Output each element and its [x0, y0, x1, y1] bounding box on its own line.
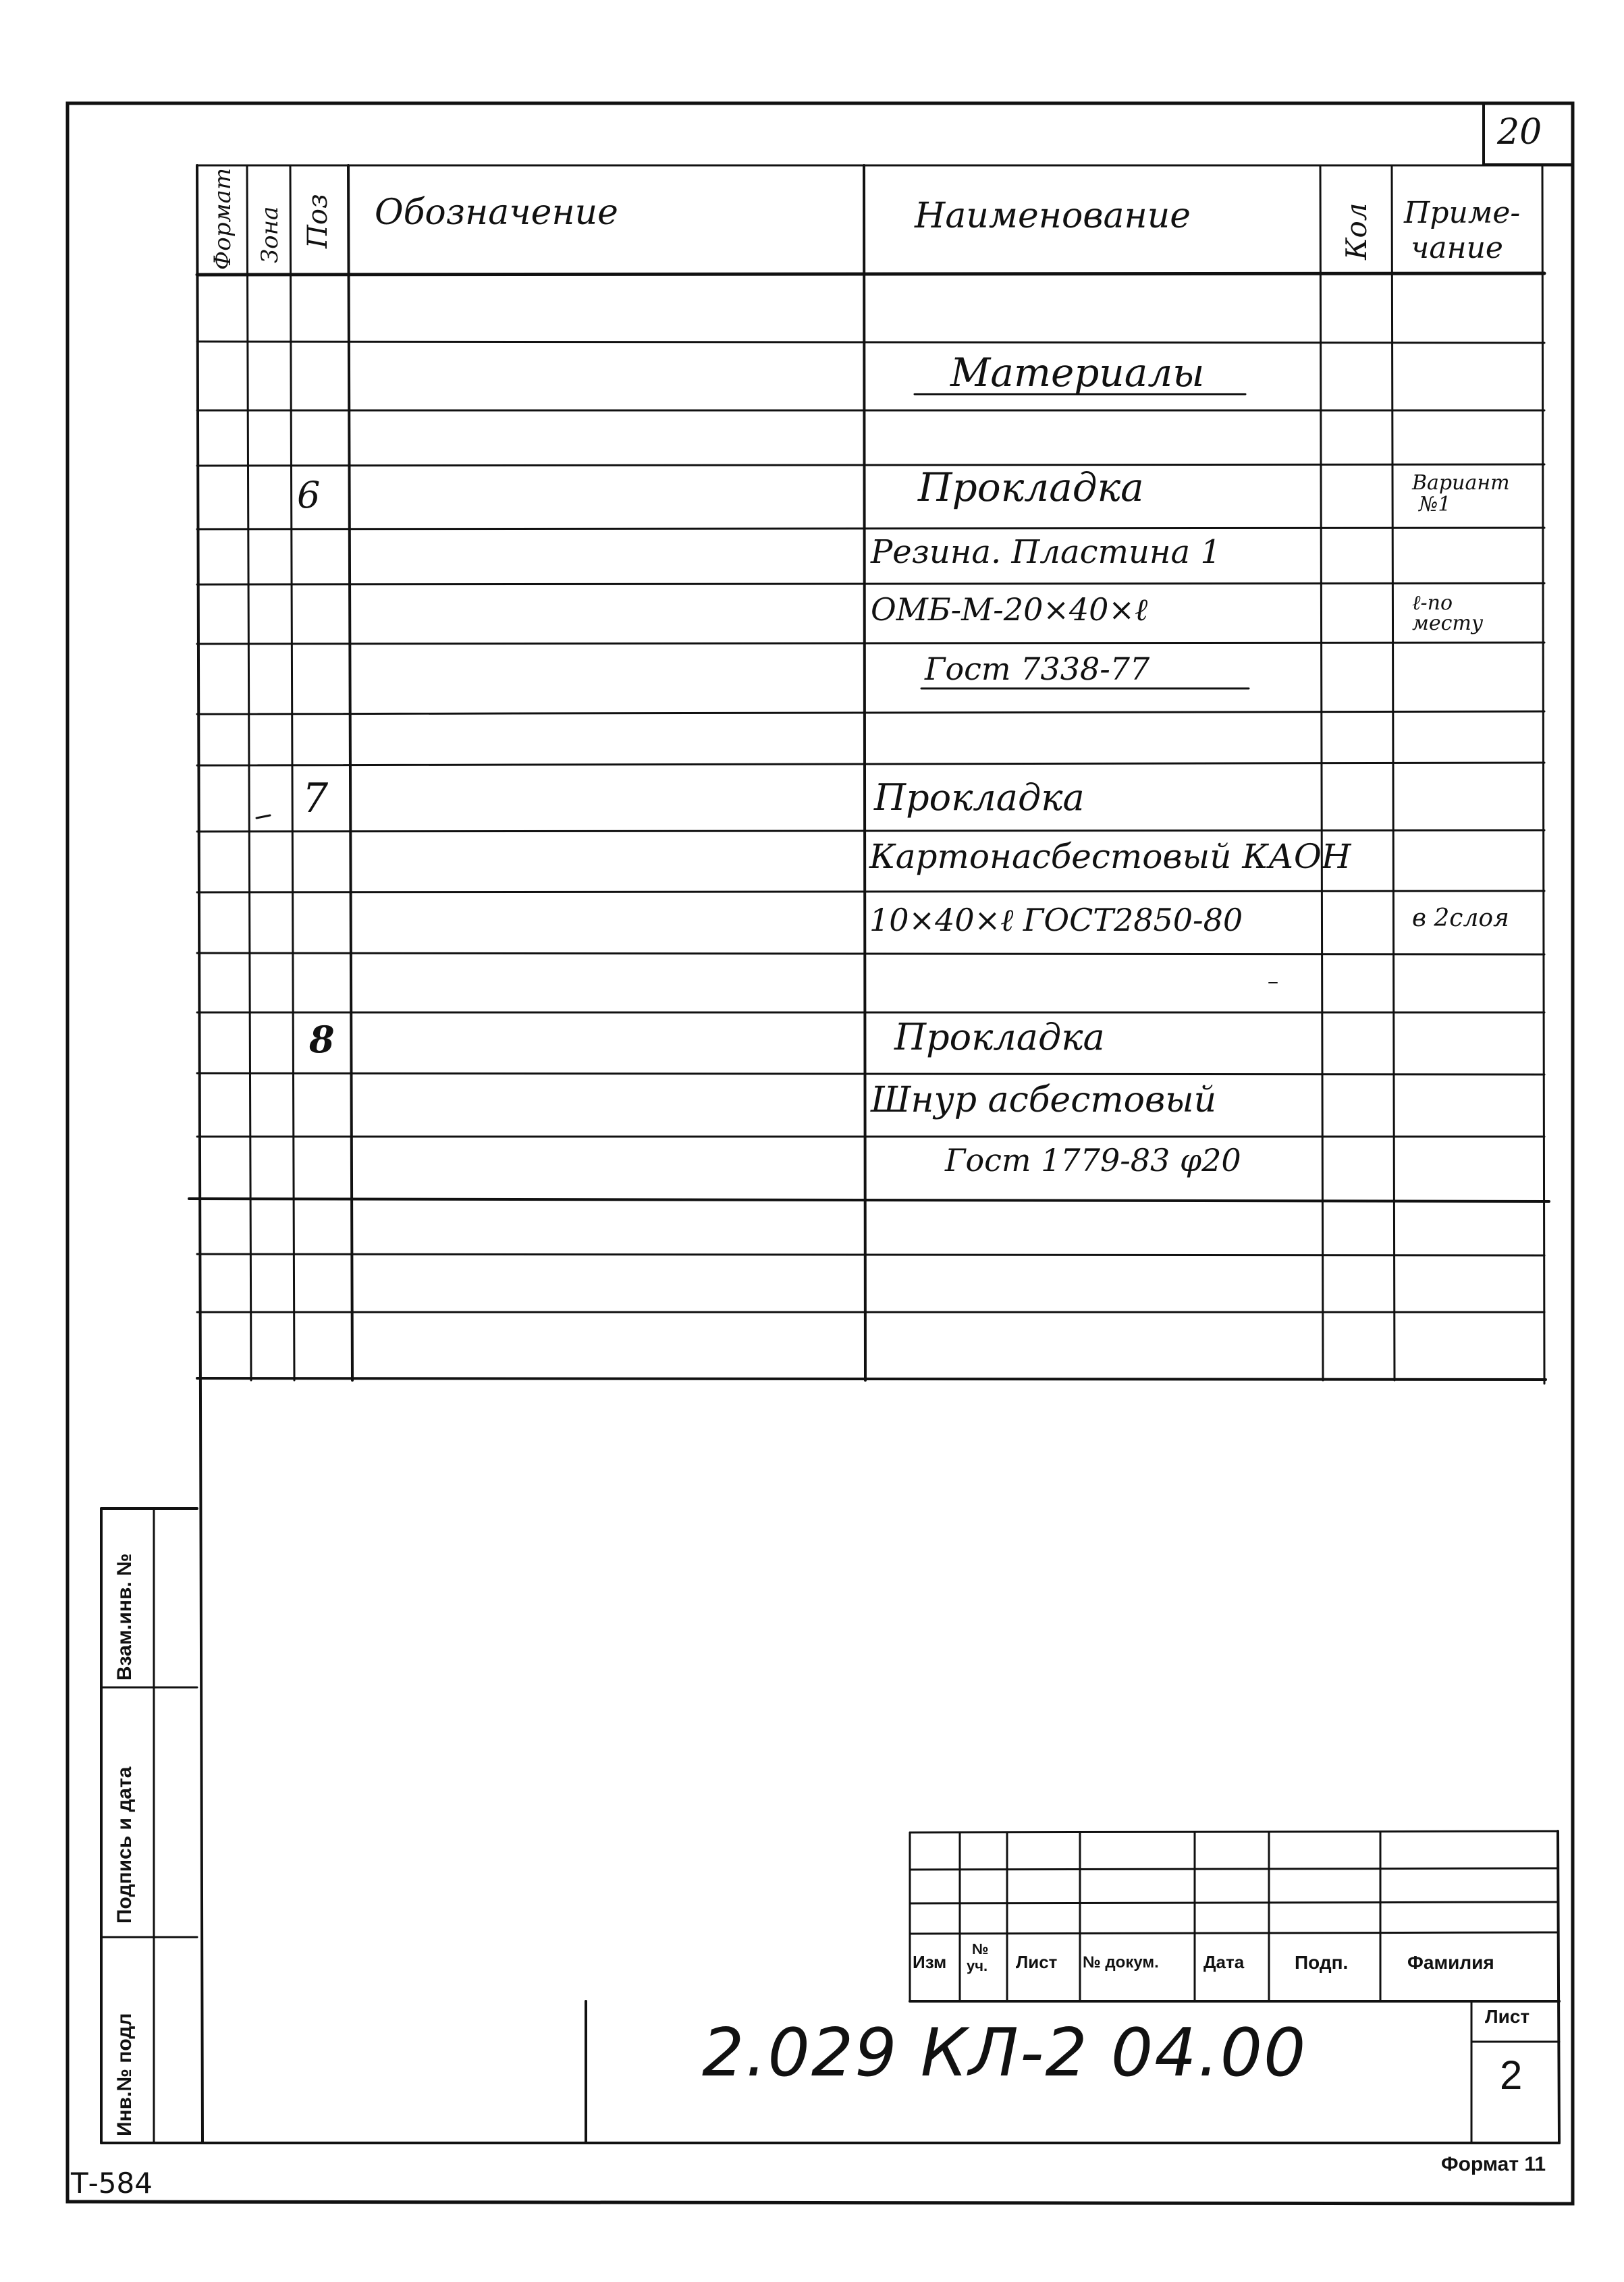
pos-6-line-2: Резина. Пластина 1 — [871, 533, 1221, 571]
pos-6-line-3-note-2: месту — [1412, 612, 1484, 635]
pos-7-name: Прокладка — [874, 776, 1085, 819]
header-qty: Кол — [1340, 202, 1373, 260]
tb-col-list: Лист — [1016, 1952, 1058, 1972]
format-label: Формат 11 — [1441, 2153, 1546, 2175]
tb-col-no-uch-1: № — [972, 1940, 989, 1957]
tb-list-value: 2 — [1500, 2053, 1523, 2098]
doc-code: Т-584 — [71, 2167, 153, 2200]
tb-col-date: Дата — [1203, 1952, 1245, 1972]
pos-6-line-3-note-1: ℓ-по — [1412, 591, 1453, 615]
pos-6-note-1: Вариант — [1412, 471, 1510, 495]
stamp-replace-inv: Взам.инв. № — [113, 1553, 136, 1681]
header-pos: Поз — [302, 194, 333, 248]
pos-7: 7 — [302, 775, 329, 822]
pos-8-line-3: Гост 1779-83 φ20 — [945, 1142, 1241, 1178]
header-designation: Обозначение — [375, 192, 618, 233]
stamp-inv-orig: Инв.№ подл — [113, 2013, 136, 2136]
pos-6-line-4: Гост 7338-77 — [925, 651, 1150, 687]
section-title: Материалы — [950, 350, 1205, 396]
pos-7-line-2: Картонасбестовый КАОН — [869, 837, 1351, 876]
pos-6-line-3: ОМБ-М-20×40×ℓ — [871, 591, 1148, 628]
tb-list-label: Лист — [1485, 2006, 1530, 2027]
header-note-1: Приме- — [1404, 196, 1521, 230]
header-zone: Зона — [256, 206, 283, 263]
stamp-sign-date: Подпись и дата — [113, 1766, 136, 1924]
header-note-2: чание — [1411, 231, 1503, 265]
pos-6: 6 — [297, 474, 321, 516]
pos-8: 8 — [309, 1018, 335, 1061]
doc-designation: 2.029 КЛ-2 04.00 — [702, 2015, 1307, 2092]
pos-6-name: Прокладка — [918, 464, 1144, 510]
tb-col-sign: Подп. — [1295, 1952, 1349, 1973]
tb-col-izm: Изм — [913, 1952, 947, 1972]
sheet-number: 20 — [1497, 112, 1542, 153]
tb-col-doc: № докум. — [1083, 1953, 1159, 1972]
tb-col-no-uch-2: уч. — [967, 1957, 988, 1974]
pos-8-name: Прокладка — [894, 1016, 1105, 1058]
header-name: Наименование — [915, 196, 1191, 236]
header-format: Формат — [209, 167, 236, 270]
pos-6-note-2: №1 — [1419, 493, 1451, 516]
pos-7-line-3: 10×40×ℓ ГОСТ2850-80 — [869, 902, 1243, 938]
tb-col-name: Фамилия — [1407, 1952, 1494, 1973]
pos-7-note: в 2слоя — [1412, 904, 1509, 932]
pos-8-line-2: Шнур асбестовый — [871, 1080, 1217, 1120]
